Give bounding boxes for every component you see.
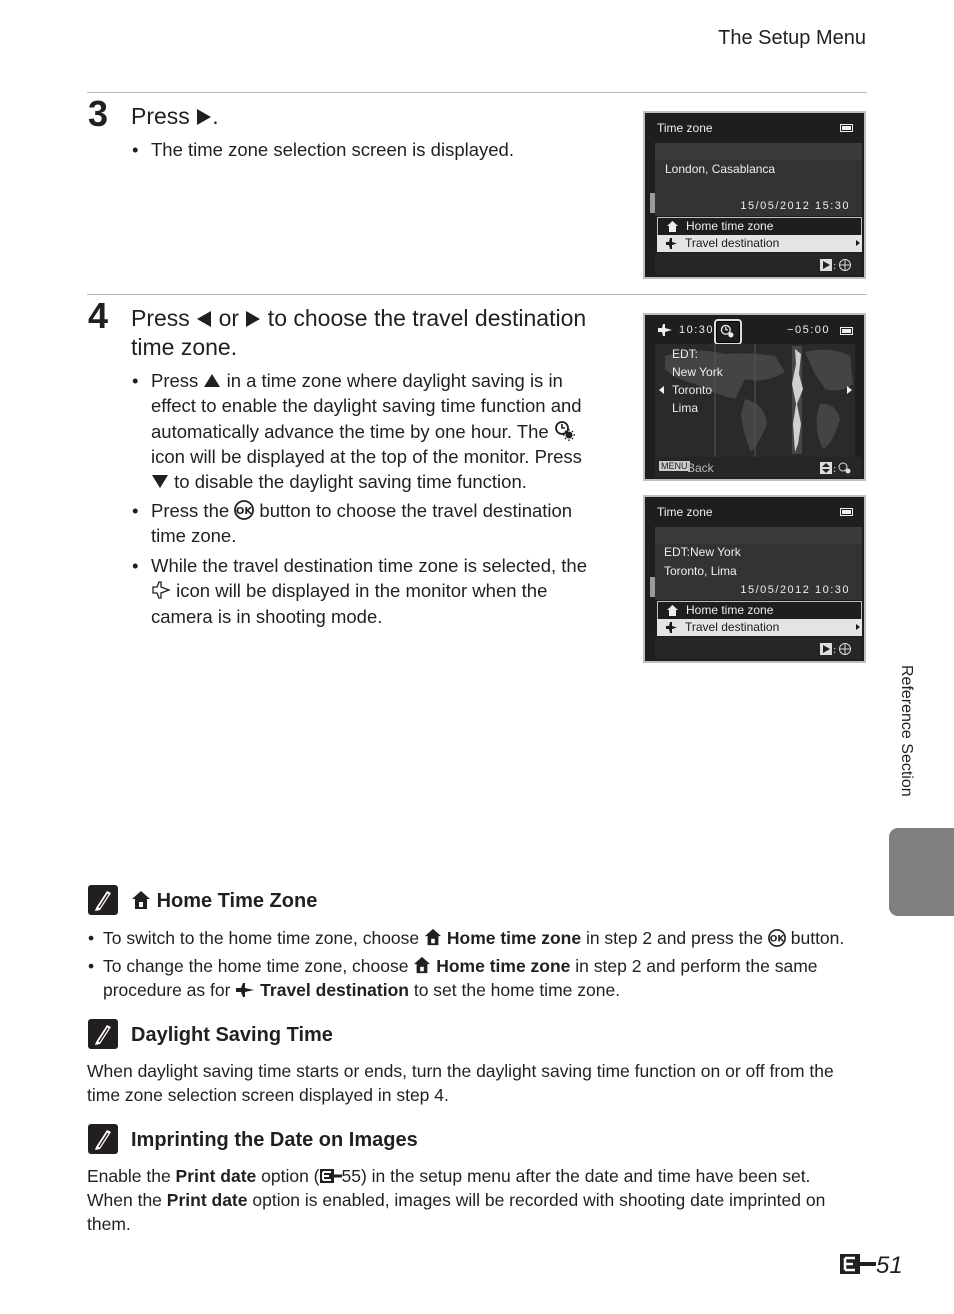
camera-screen-time-zone bbox=[643, 111, 866, 279]
travel-destination-outline-icon bbox=[151, 580, 171, 600]
svg-text::: : bbox=[833, 464, 837, 475]
svg-text::: : bbox=[833, 645, 837, 656]
divider bbox=[87, 92, 867, 93]
svg-text:OK: OK bbox=[236, 506, 253, 517]
home-icon bbox=[424, 928, 442, 946]
city-label: Toronto bbox=[672, 383, 713, 397]
airplane-icon bbox=[657, 323, 673, 337]
city-label: New York bbox=[672, 365, 723, 379]
home-icon bbox=[666, 220, 679, 233]
left-arrow-icon bbox=[196, 310, 212, 328]
note-title: Home Time Zone bbox=[131, 890, 317, 913]
step-title: Press . bbox=[131, 103, 219, 129]
menu-item-travel-destination[interactable]: Travel destination bbox=[657, 235, 862, 252]
svg-text::: : bbox=[833, 261, 837, 272]
step-title: Press or to choose the travel destination time zone. bbox=[131, 305, 587, 360]
submenu-arrow-icon bbox=[856, 240, 860, 246]
datetime-display: 15/05/2012 10:30 bbox=[740, 584, 850, 596]
home-icon bbox=[413, 956, 431, 974]
section-tab bbox=[889, 828, 954, 916]
menu-item-home-time-zone[interactable]: Home time zone bbox=[657, 601, 862, 620]
side-section-label: Reference Section bbox=[898, 665, 915, 797]
setup-globe-icon bbox=[819, 642, 853, 656]
running-header: The Setup Menu bbox=[718, 27, 866, 49]
daylight-saving-toggle[interactable] bbox=[714, 319, 742, 345]
zone-city-label: EDT:New York bbox=[664, 545, 741, 559]
zone-abbrev: EDT: bbox=[672, 347, 699, 361]
step-number: 4 bbox=[88, 295, 109, 336]
note-pencil-icon bbox=[88, 1019, 118, 1049]
left-arrow-icon[interactable] bbox=[659, 386, 664, 394]
menu-button-icon[interactable]: MENU bbox=[661, 461, 688, 471]
datetime-display: 15/05/2012 15:30 bbox=[740, 200, 850, 212]
ok-button-icon bbox=[768, 929, 786, 947]
right-arrow-icon bbox=[245, 310, 261, 328]
note-bullet: • To switch to the home time zone, choose Home time zone in step 2 and press the OK button. bbox=[88, 928, 845, 948]
bullet-item: • Press in a time zone where daylight saving is in effect to enable the daylight saving time function and automatically advance the time by one hour. The icon will be displayed at the top of the monitor. Press to disable the daylight saving time function. bbox=[132, 370, 582, 493]
world-map bbox=[655, 344, 855, 457]
divider bbox=[87, 294, 867, 295]
camera-screen-time-zone-updated bbox=[643, 495, 866, 663]
daylight-saving-icon bbox=[554, 420, 576, 442]
bullet-item: • Press the OK button to choose the travel destination time zone. bbox=[132, 500, 573, 547]
right-arrow-icon bbox=[196, 108, 212, 126]
note-title: Daylight Saving Time bbox=[131, 1024, 333, 1046]
home-icon bbox=[131, 890, 151, 910]
battery-icon bbox=[840, 124, 854, 132]
up-down-daylight-icon bbox=[819, 461, 853, 475]
reference-section-e-icon bbox=[320, 1169, 342, 1183]
back-label: Back bbox=[687, 461, 714, 475]
battery-icon bbox=[840, 327, 854, 335]
reference-section-e-icon bbox=[840, 1253, 876, 1275]
menu-item-home-time-zone[interactable]: Home time zone bbox=[657, 217, 862, 236]
note-bullet: • To change the home time zone, choose Home time zone in step 2 and perform the same procedure as for Travel destination to set the home time zone. bbox=[88, 956, 818, 1000]
note-title: Imprinting the Date on Images bbox=[131, 1129, 418, 1151]
battery-icon bbox=[840, 508, 854, 516]
city-label: London, Casablanca bbox=[665, 162, 776, 176]
note-body: When daylight saving time starts or ends, turn the daylight saving time function on or off from the time zone selection screen displayed in step 4. bbox=[87, 1061, 834, 1105]
submenu-arrow-icon bbox=[856, 624, 860, 630]
bullet-item: • While the travel destination time zone is selected, the icon will be displayed in the monitor when the camera is in shooting mode. bbox=[132, 555, 588, 627]
ok-button-icon bbox=[234, 500, 254, 520]
daylight-saving-icon bbox=[720, 324, 736, 340]
note-pencil-icon bbox=[88, 885, 118, 915]
menu-item-travel-destination[interactable]: Travel destination bbox=[657, 619, 862, 636]
svg-text:OK: OK bbox=[769, 934, 785, 945]
up-arrow-icon bbox=[203, 373, 221, 388]
zone-city-label: Toronto, Lima bbox=[664, 564, 737, 578]
utc-offset: −05:00 bbox=[787, 324, 830, 336]
screen-title: Time zone bbox=[657, 505, 713, 519]
note-pencil-icon bbox=[88, 1124, 118, 1154]
home-icon bbox=[666, 604, 679, 617]
city-label: Lima bbox=[672, 401, 699, 415]
camera-screen-world-map bbox=[643, 313, 866, 481]
page-number: 51 bbox=[840, 1252, 903, 1280]
right-arrow-icon[interactable] bbox=[847, 386, 852, 394]
step-number: 3 bbox=[88, 93, 109, 134]
note-body: Enable the Print date option ( 55) in the setup menu after the date and time have been set. When the Print date option is enabled, images will be recorded with shooting date imprinted on them. bbox=[87, 1166, 826, 1234]
down-arrow-icon bbox=[151, 474, 169, 489]
airplane-icon bbox=[235, 982, 255, 998]
airplane-icon bbox=[665, 237, 678, 250]
screen-title: Time zone bbox=[657, 121, 713, 135]
bullet-item: • The time zone selection screen is displayed. bbox=[132, 139, 514, 160]
airplane-icon bbox=[665, 621, 678, 634]
local-time: 10:30 bbox=[679, 324, 715, 336]
setup-globe-icon bbox=[819, 258, 853, 272]
